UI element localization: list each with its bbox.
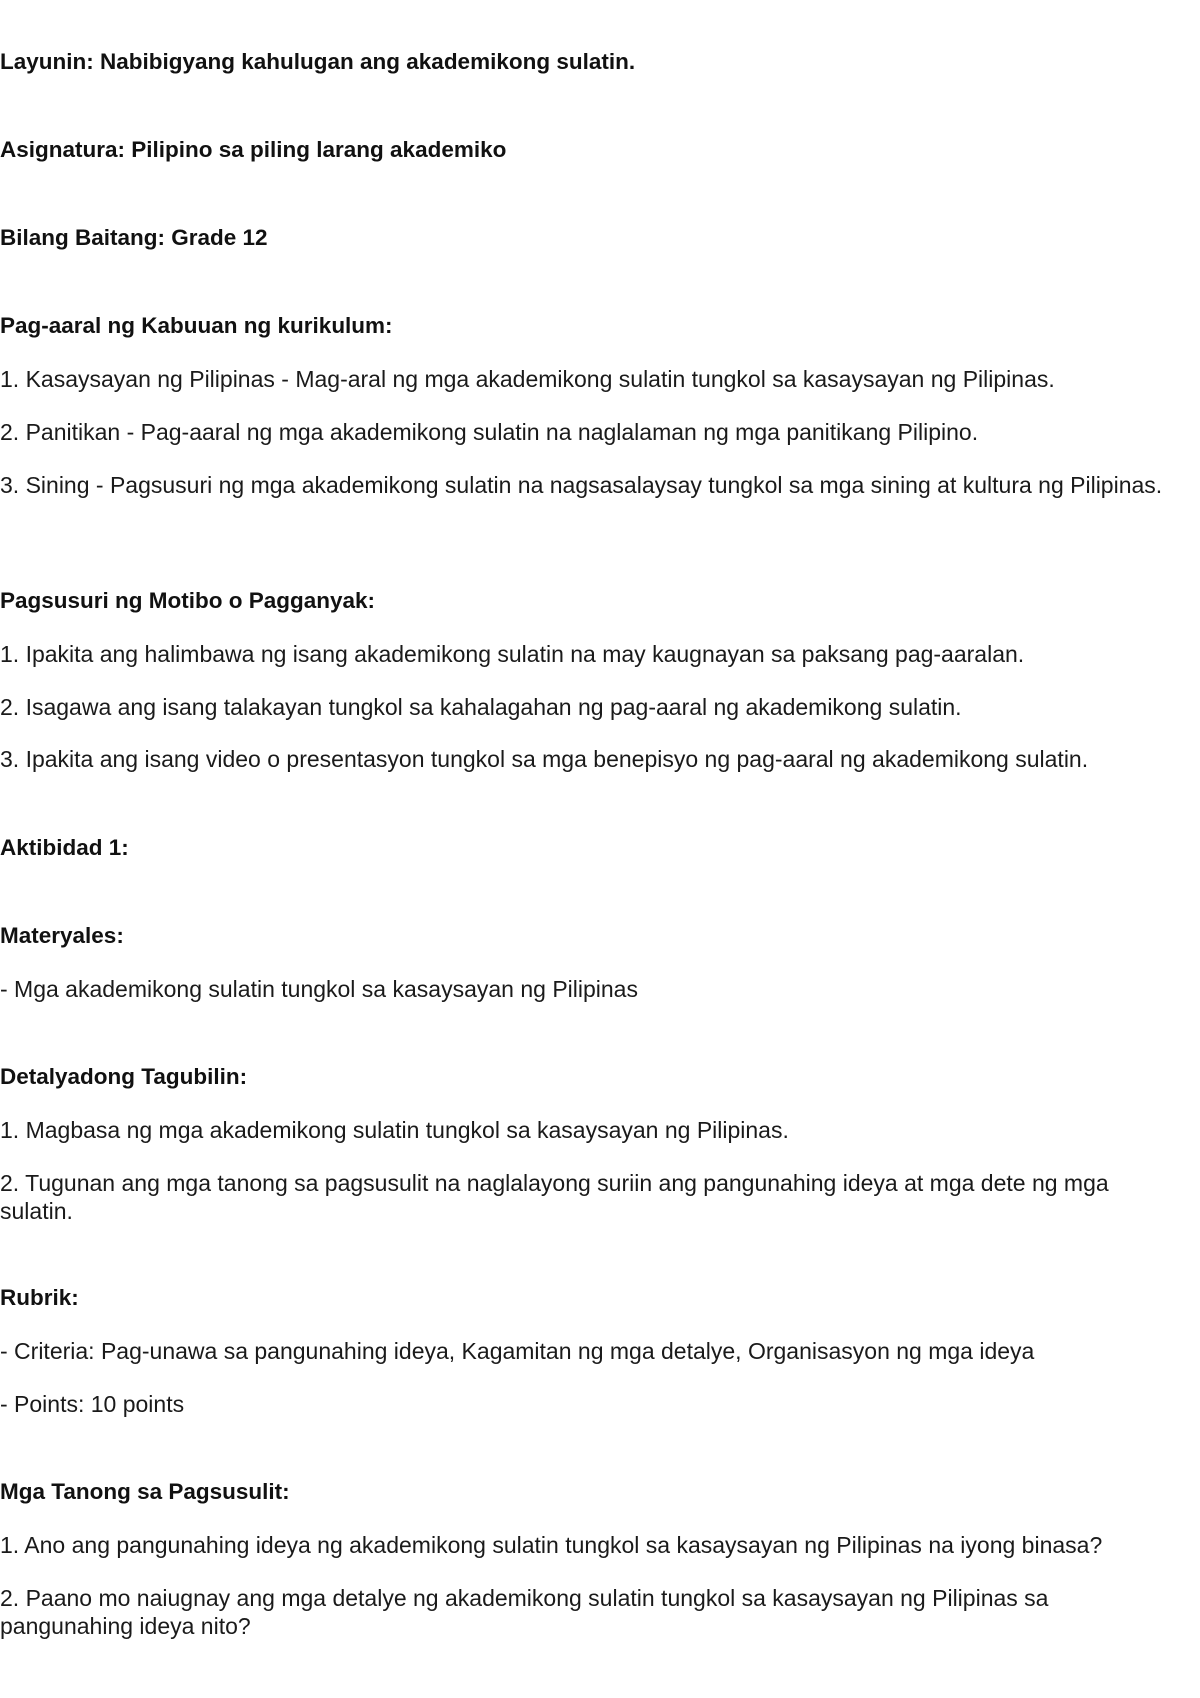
quiz-question-2: 2. Paano mo naiugnay ang mga detalye ng akademikong sulatin tungkol sa kasaysayan ng Pilipinas sa pangunahing ideya nito? bbox=[0, 1585, 1049, 1639]
activity-heading: Aktibidad 1: bbox=[0, 835, 129, 860]
motivation-item-3: 3. Ipakita ang isang video o presentasyon tungkol sa mga benepisyo ng pag-aaral ng akademikong sulatin. bbox=[0, 746, 1089, 772]
subject-heading: Asignatura: Pilipino sa piling larang akademiko bbox=[0, 137, 507, 162]
quiz-question-1: 1. Ano ang pangunahing ideya ng akademikong sulatin tungkol sa kasaysayan ng Pilipinas na iyong binasa? bbox=[0, 1532, 1103, 1558]
materials-item-1: - Mga akademikong sulatin tungkol sa kasaysayan ng Pilipinas bbox=[0, 976, 638, 1002]
instructions-item-2: 2. Tugunan ang mga tanong sa pagsusulit na naglalayong suriin ang pangunahing ideya at mga dete ng mga sulatin. bbox=[0, 1170, 1109, 1224]
motivation-item-1: 1. Ipakita ang halimbawa ng isang akademikong sulatin na may kaugnayan sa paksang pag-aaralan. bbox=[0, 641, 1025, 667]
curriculum-heading: Pag-aaral ng Kabuuan ng kurikulum: bbox=[0, 313, 393, 338]
materials-heading: Materyales: bbox=[0, 923, 124, 948]
grade-level-heading: Bilang Baitang: Grade 12 bbox=[0, 225, 268, 250]
rubric-heading: Rubrik: bbox=[0, 1285, 79, 1310]
rubric-points: - Points: 10 points bbox=[0, 1391, 185, 1417]
quiz-heading: Mga Tanong sa Pagsusulit: bbox=[0, 1479, 290, 1504]
objective-heading: Layunin: Nabibigyang kahulugan ang akademikong sulatin. bbox=[0, 49, 636, 74]
motivation-item-2: 2. Isagawa ang isang talakayan tungkol sa kahalagahan ng pag-aaral ng akademikong sulatin. bbox=[0, 694, 962, 720]
instructions-item-1: 1. Magbasa ng mga akademikong sulatin tungkol sa kasaysayan ng Pilipinas. bbox=[0, 1117, 789, 1143]
rubric-criteria: - Criteria: Pag-unawa sa pangunahing ideya, Kagamitan ng mga detalye, Organisasyon ng mga ideya bbox=[0, 1338, 1035, 1364]
curriculum-item-3: 3. Sining - Pagsusuri ng mga akademikong sulatin na nagsasalaysay tungkol sa mga sining at kultura ng Pilipinas. bbox=[0, 472, 1163, 498]
motivation-heading: Pagsusuri ng Motibo o Pagganyak: bbox=[0, 588, 376, 613]
curriculum-item-2: 2. Panitikan - Pag-aaral ng mga akademikong sulatin na naglalaman ng mga panitikang Pilipino. bbox=[0, 419, 979, 445]
curriculum-item-1: 1. Kasaysayan ng Pilipinas - Mag-aral ng mga akademikong sulatin tungkol sa kasaysayan ng Pilipinas. bbox=[0, 366, 1055, 392]
instructions-heading: Detalyadong Tagubilin: bbox=[0, 1064, 248, 1089]
